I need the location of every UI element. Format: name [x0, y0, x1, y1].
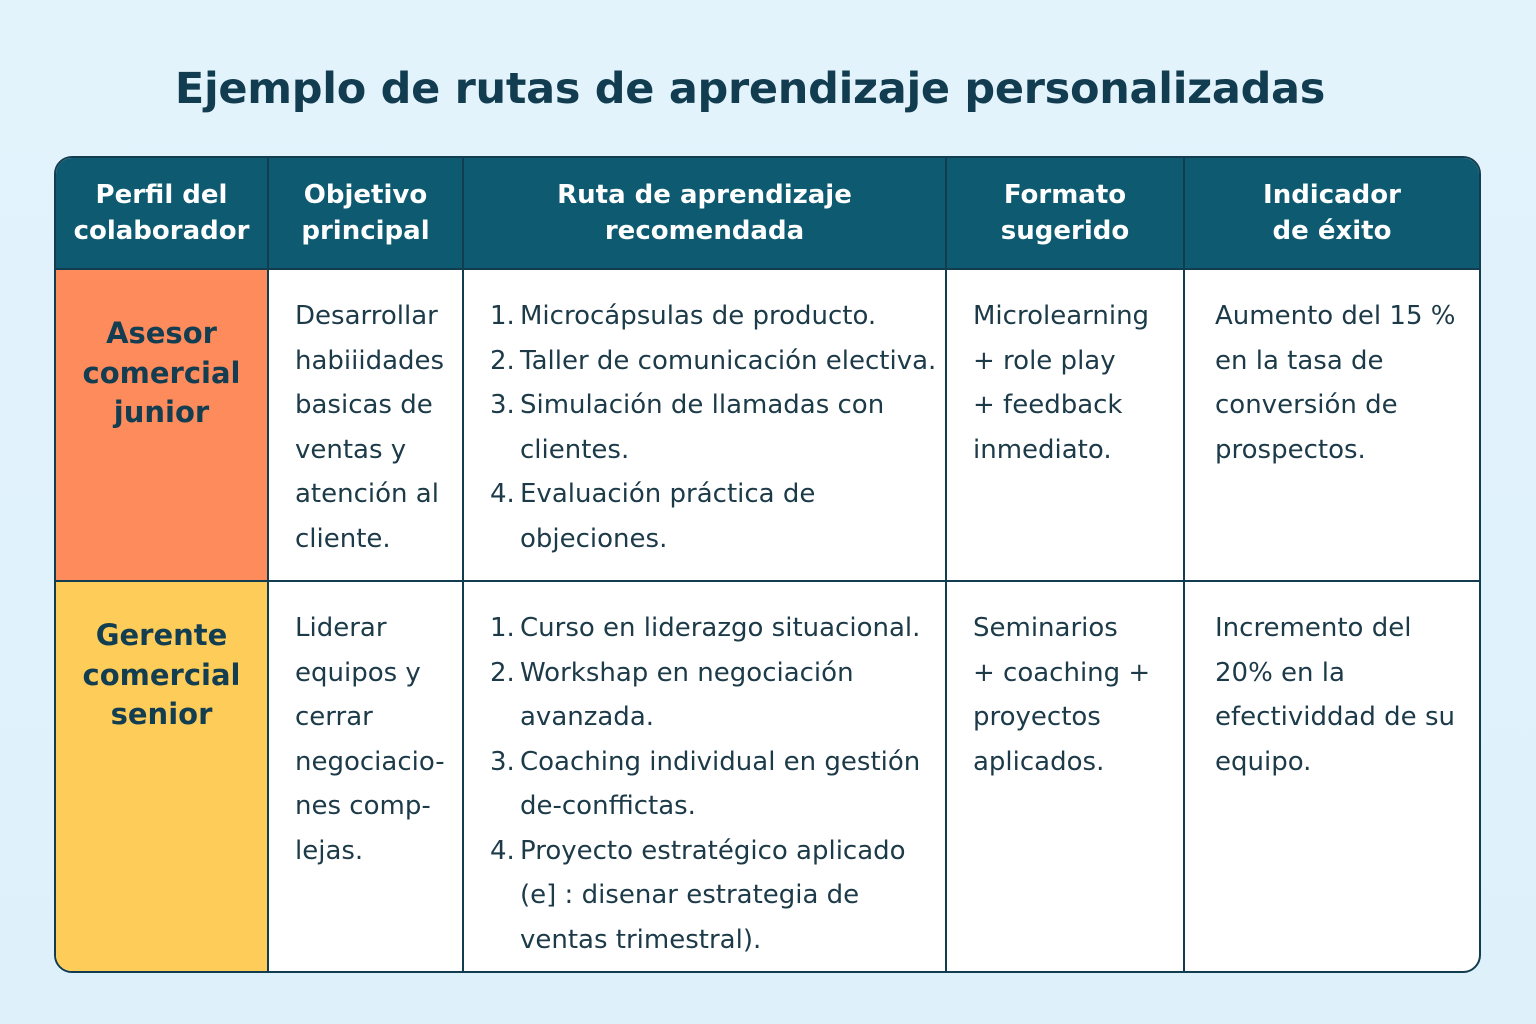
- objective-cell: Desarrollar habiiidades basicas de ventas y atención al cliente.: [268, 269, 463, 581]
- step-text: Evaluación práctica de objeciones.: [520, 479, 816, 554]
- step-number: 4.: [490, 835, 515, 866]
- step-number: 3.: [490, 746, 515, 777]
- objective-cell: Liderar equipos y cerrar negociacio- nes comp- lejas.: [268, 581, 463, 972]
- format-cell: Seminarios + coaching + proyectos aplicados.: [946, 581, 1184, 972]
- table-row: [56, 269, 1479, 581]
- route-cell: [463, 269, 946, 581]
- step-number: 2.: [490, 657, 515, 688]
- table-row: [56, 581, 1479, 972]
- step-text: Simulación de llamadas con clientes.: [520, 390, 885, 465]
- step-number: 2.: [490, 345, 515, 376]
- header-objective: Objetivo principal: [268, 158, 463, 269]
- indicator-cell: Aumento del 15 % en la tasa de conversión de prospectos.: [1184, 269, 1479, 581]
- step-text: Curso en liderazgo situacional.: [520, 613, 921, 643]
- page-title: Ejemplo de rutas de aprendizaje personalizadas: [174, 64, 1326, 114]
- list-item: [490, 294, 939, 339]
- step-text: Proyecto estratégico aplicado (e] : disenar estrategia de ventas trimestral).: [520, 835, 906, 955]
- step-text: Coaching individual en gestión de-conffictas.: [520, 746, 921, 821]
- profile-cell: Gerente comercial senior: [56, 581, 268, 972]
- list-item: [490, 383, 939, 472]
- table-header-row: [56, 158, 1479, 269]
- step-number: 1.: [490, 613, 515, 643]
- step-number: 4.: [490, 479, 515, 509]
- step-number: 3.: [490, 390, 515, 420]
- step-number: 1.: [490, 301, 515, 331]
- profile-cell: Asesor comercial junior: [56, 269, 268, 581]
- list-item: [490, 339, 939, 384]
- list-item: [490, 829, 939, 963]
- route-list: [490, 606, 939, 962]
- header-indicator: Indicador de éxito: [1184, 158, 1479, 269]
- list-item: [490, 740, 939, 829]
- list-item: [490, 472, 939, 561]
- learning-routes-table: [54, 156, 1481, 973]
- route-cell: [463, 581, 946, 972]
- route-list: [490, 294, 939, 561]
- step-text: Workshap en negociación avanzada.: [520, 657, 854, 732]
- header-profile: Perfil del colaborador: [56, 158, 268, 269]
- indicator-cell: Incremento del 20% en la efectividdad de su equipo.: [1184, 581, 1479, 972]
- header-format: Formato sugerido: [946, 158, 1184, 269]
- list-item: [490, 606, 939, 651]
- step-text: Microcápsulas de producto.: [520, 301, 877, 331]
- format-cell: Microlearning + role play + feedback inmediato.: [946, 269, 1184, 581]
- list-item: [490, 651, 939, 740]
- header-route: Ruta de aprendizaje recomendada: [463, 158, 946, 269]
- step-text: Taller de comunicación electiva.: [520, 345, 937, 376]
